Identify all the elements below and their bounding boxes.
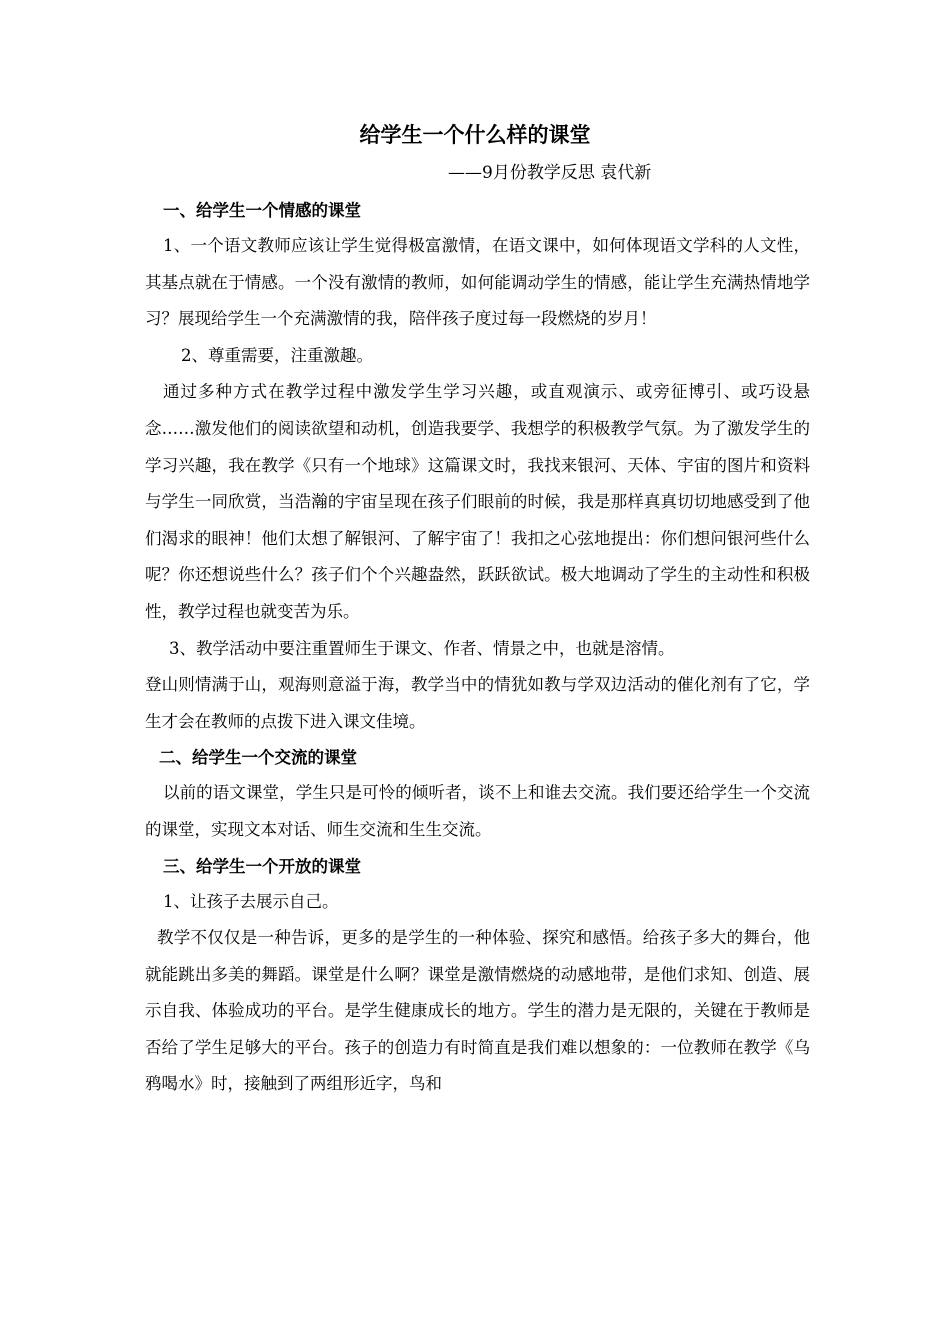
section-heading-3: 三、给学生一个开放的课堂 xyxy=(163,856,361,876)
paragraph-5: 登山则情满于山，观海则意溢于海，教学当中的情犹如教与学双边活动的催化剂有了它，学生才会在教师的点拨下进入课文佳境。 xyxy=(145,675,810,731)
paragraph-1: 1、一个语文教师应该让学生觉得极富激情，在语文课中，如何体现语文学科的人文性，其基点就在于情感。一个没有激情的教师，如何能调动学生的情感，能让学生充满热情地学习？展现给学生一个充满激情的我，陪伴孩子度过每一段燃烧的岁月！ xyxy=(145,236,810,329)
section-heading-2: 二、给学生一个交流的课堂 xyxy=(159,748,357,768)
paragraph-6: 以前的语文课堂，学生只是可怜的倾听者，谈不上和谁去交流。我们要还给学生一个交流的课堂，实现文本对话、师生交流和生生交流。 xyxy=(145,783,810,839)
document-body xyxy=(145,193,810,1103)
document-subtitle: ——9月份教学反思 袁代新 xyxy=(448,163,652,183)
paragraph-3: 通过多种方式在教学过程中激发学生学习兴趣，或直观演示、或旁征博引、或巧设悬念……激发他们的阅读欲望和动机，创造我要学、我想学的积极教学气氛。为了激发学生的学习兴趣，我在教学《只有一个地球》这篇课文时，我找来银河、天体、宇宙的图片和资料与学生一同欣赏，当浩瀚的宇宙呈现在孩子们眼前的时候，我是那样真真切切地感受到了他们渴求的眼神！他们太想了解银河、了解宇宙了！我扣之心弦地提出：你们想问银河些什么呢？你还想说些什么？孩子们个个兴趣盎然，跃跃欲试。极大地调动了学生的主动性和积极性，教学过程也就变苦为乐。 xyxy=(145,382,810,621)
paragraph-2: 2、尊重需要，注重激趣。 xyxy=(181,345,373,365)
paragraph-7: 1、让孩子去展示自己。 xyxy=(163,891,339,911)
paragraph-4: 3、教学活动中要注重置师生于课文、作者、情景之中，也就是溶情。 xyxy=(169,638,675,658)
document-title: 给学生一个什么样的课堂 xyxy=(359,123,591,147)
paragraph-8: 教学不仅仅是一种告诉，更多的是学生的一种体验、探究和感悟。给孩子多大的舞台，他就能跳出多美的舞蹈。课堂是什么啊？课堂是激情燃烧的动感地带，是他们求知、创造、展示自我、体验成功的平台。是学生健康成长的地方。学生的潜力是无限的，关键在于教师是否给了学生足够大的平台。孩子的创造力有时简直是我们难以想象的：一位教师在教学《乌鸦喝水》时，接触到了两组形近字，鸟和 xyxy=(145,928,810,1094)
section-heading-1: 一、给学生一个情感的课堂 xyxy=(163,201,361,220)
